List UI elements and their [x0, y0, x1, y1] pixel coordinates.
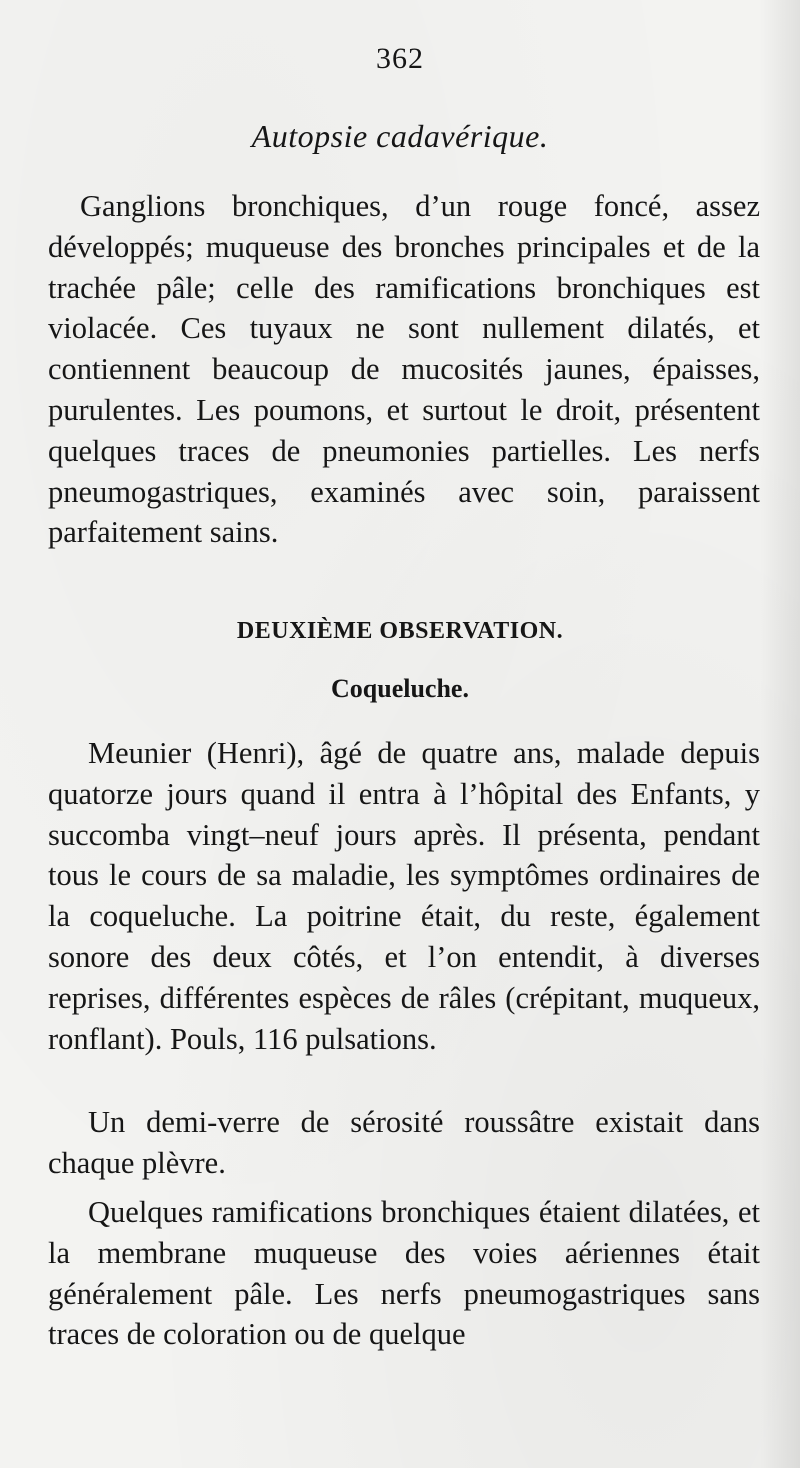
observation-subheading: Coqueluche. — [331, 674, 469, 703]
autopsy-paragraph: Ganglions bronchiques, d’un rouge foncé, assez développés; muqueuse des bronches principales et de la trachée pâle; celle des ramifications bronchiques est violacée. Ces tuyaux ne sont nullement dilatés, et contiennent beaucoup de mucosités jaunes, épaisses, purulentes. Les poumons, et surtout le droit, présentent quelques traces de pneumonies partielles. Les nerfs pneumogastriques, examinés avec soin, paraissent parfaitement sains. — [48, 189, 760, 550]
page-number: 362 — [376, 42, 424, 75]
bronchi-paragraph: Quelques ramifications bronchiques étaient dilatées, et la membrane muqueuse des voies aériennes était généralement pâle. Les nerfs pneumogastriques sans traces de coloration ou de quelque — [48, 1195, 760, 1352]
pleura-paragraph: Un demi-verre de sérosité roussâtre existait dans chaque plèvre. — [48, 1105, 760, 1180]
spine-shadow — [760, 0, 800, 1468]
case-paragraph: Meunier (Henri), âgé de quatre ans, malade depuis quatorze jours quand il entra à l’hôpital des Enfants, y succomba vingt–neuf jours après. Il présenta, pendant tous le cours de sa maladie, les symptômes ordinaires de la coqueluche. La poitrine était, du reste, également sonore des deux côtés, et l’on entendit, à diverses reprises, différentes espèces de râles (crépitant, muqueux, ronflant). Pouls, 116 pulsations. — [48, 736, 760, 1056]
observation-heading: DEUXIÈME OBSERVATION. — [236, 618, 564, 644]
section-title: Autopsie cadavérique. — [251, 118, 549, 154]
